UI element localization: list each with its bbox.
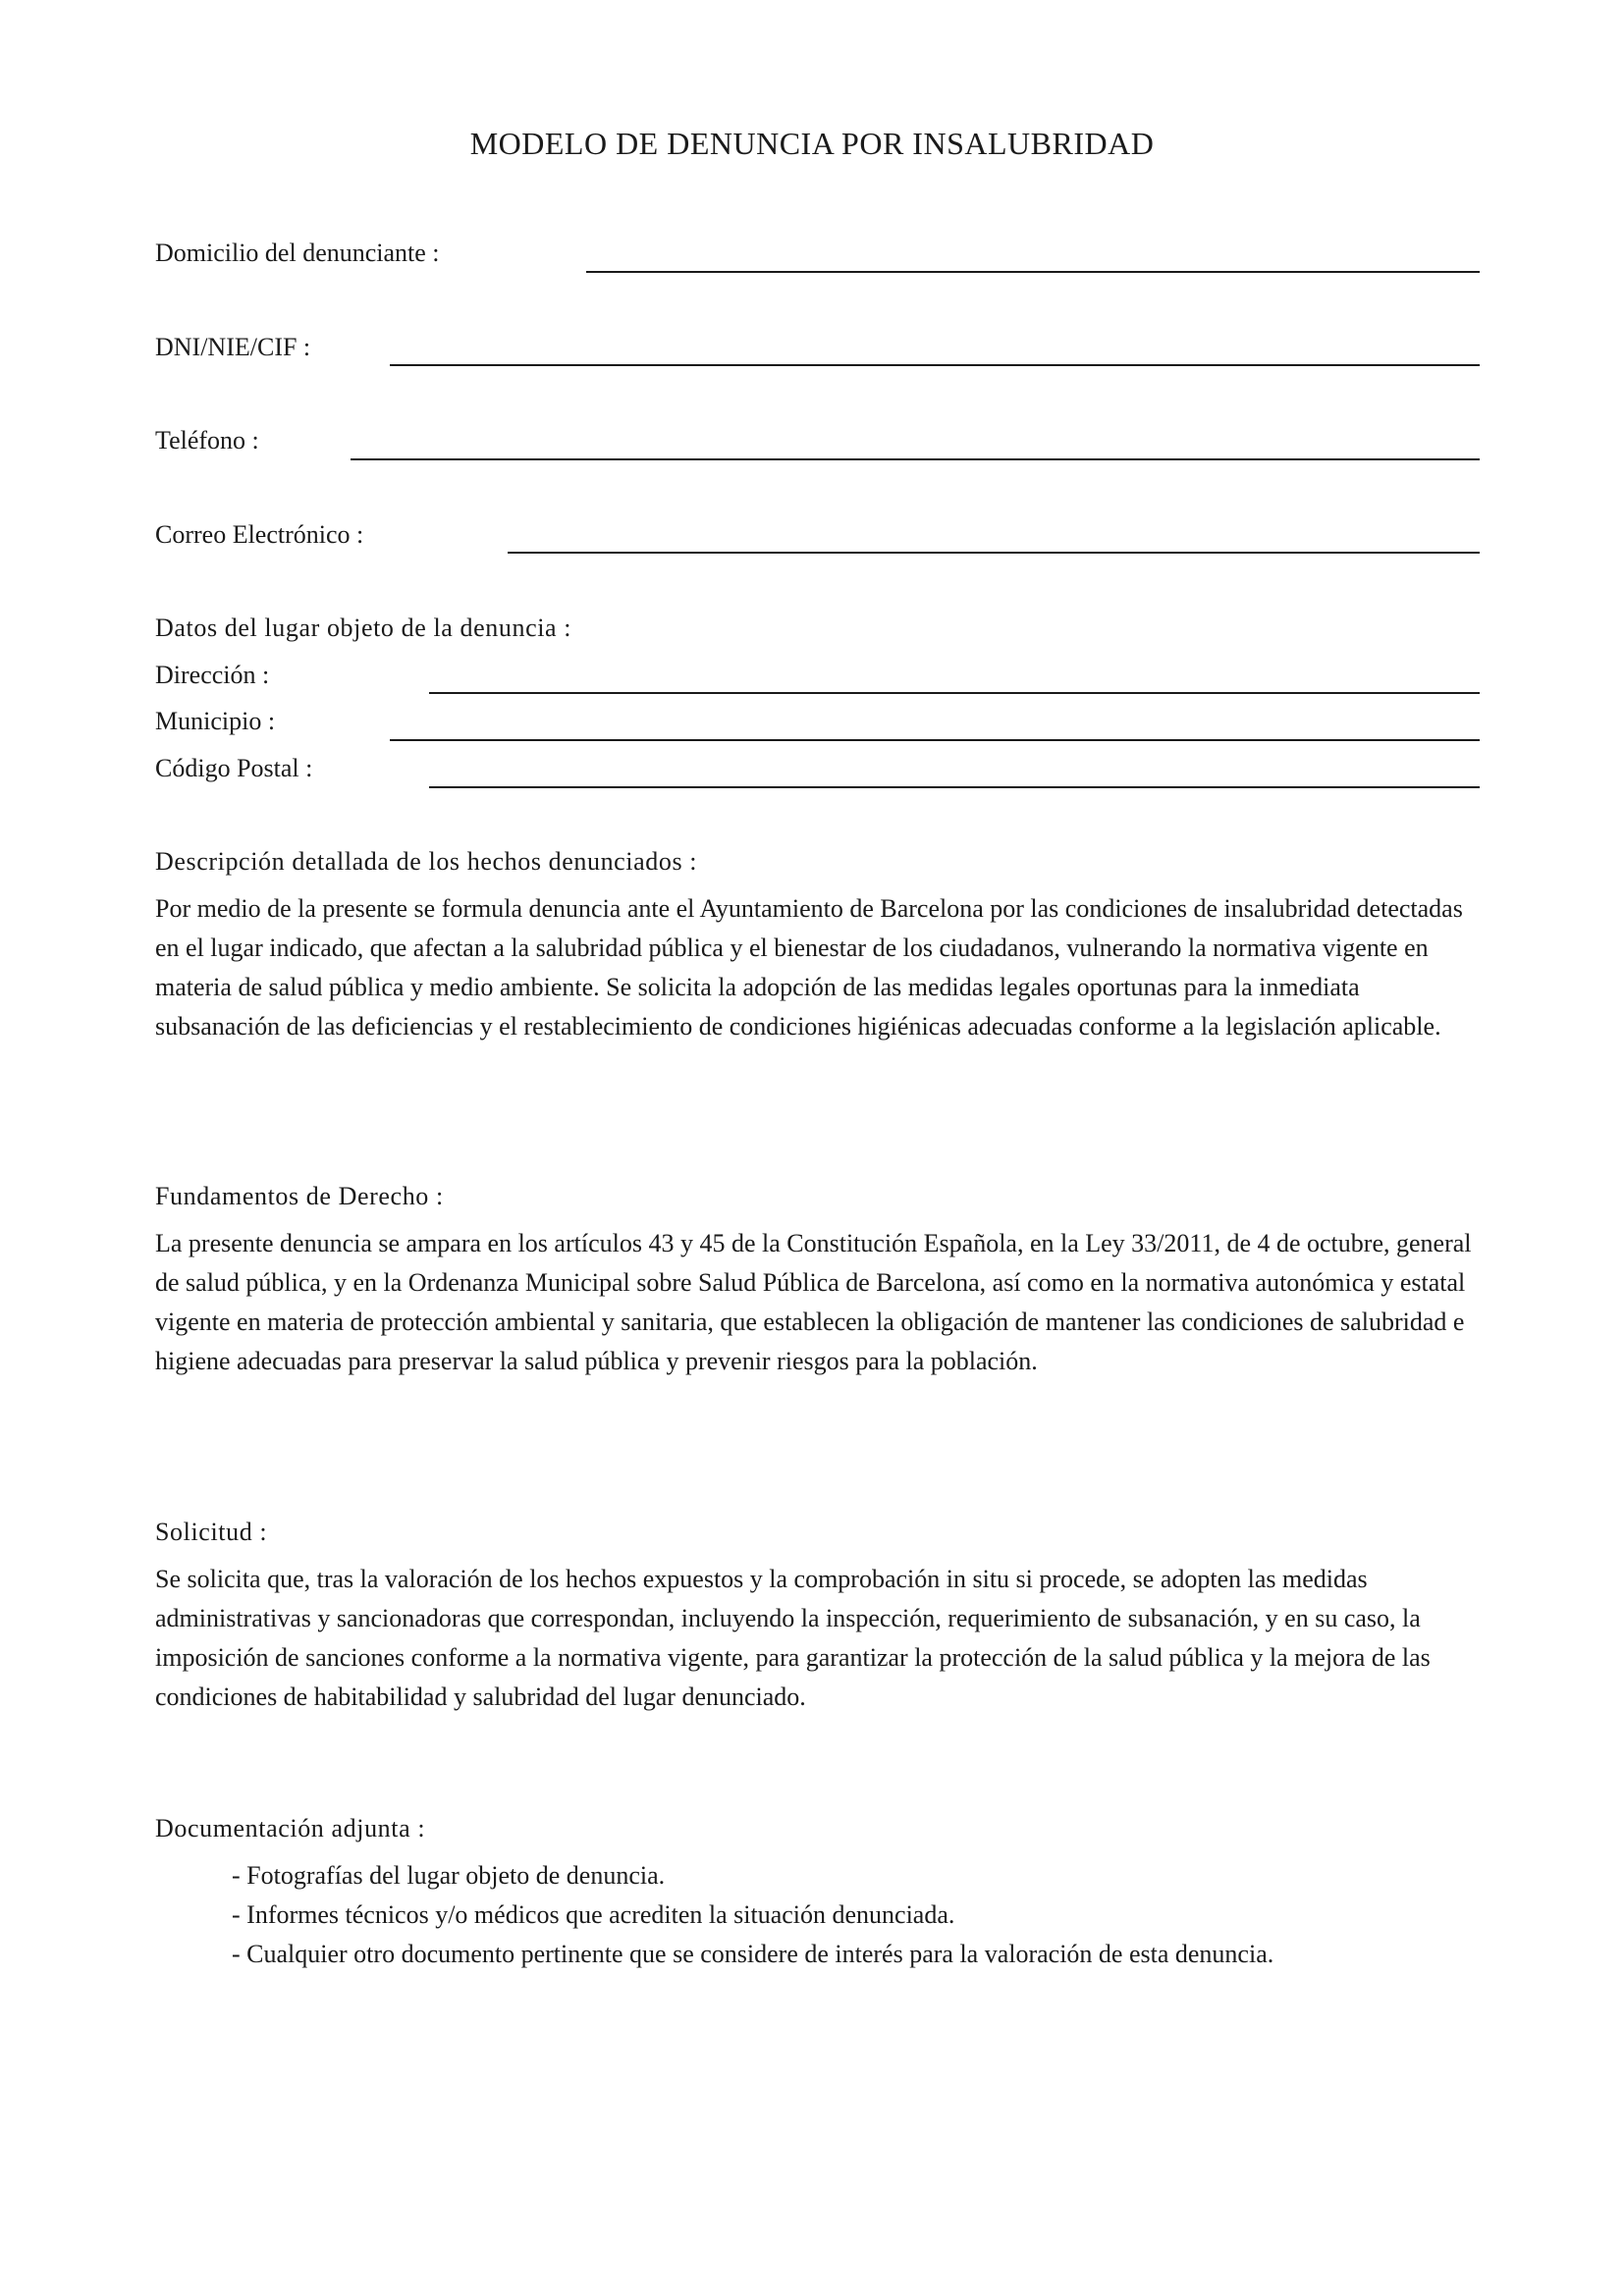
solicitud-heading: Solicitud : — [155, 1518, 268, 1546]
municipio-label: Municipio : — [155, 707, 276, 735]
fundamentos-text: La presente denuncia se ampara en los artículos 43 y 45 de la Constitución Española, en la Ley 33/2011, de 4 de octubre, general de salud pública, y en la Ordenanza Municipal sobre Salud Pública de Barcelona, así como en la normativa autonómica y estatal vigente en materia de protección ambiental y sanitaria, que establecen la obligación de mantener las condiciones de salubridad e higiene adecuadas para preservar la salud pública y prevenir riesgos para la población. — [155, 1229, 1472, 1375]
list-item: - Cualquier otro documento pertinente que se considere de interés para la valoración de esta denuncia. — [232, 1940, 1274, 1968]
dni-label: DNI/NIE/CIF : — [155, 333, 311, 361]
direccion-field[interactable] — [429, 692, 1480, 694]
list-item: - Fotografías del lugar objeto de denuncia. — [232, 1861, 666, 1890]
dni-field[interactable] — [390, 364, 1480, 366]
domicilio-field[interactable] — [586, 271, 1480, 273]
list-item: - Informes técnicos y/o médicos que acrediten la situación denunciada. — [232, 1900, 955, 1929]
solicitud-text: Se solicita que, tras la valoración de los hechos expuestos y la comprobación in situ si procede, se adopten las medidas administrativas y sancionadoras que correspondan, incluyendo la inspección, requerimiento de subsanación, y en su caso, la imposición de sanciones conforme a la normativa vigente, para garantizar la protección de la salud pública y la mejora de las condiciones de habitabilidad y salubridad del lugar denunciado. — [155, 1565, 1431, 1711]
descripcion-heading: Descripción detallada de los hechos denunciados : — [155, 847, 698, 876]
codigo-postal-field[interactable] — [429, 786, 1480, 788]
municipio-field[interactable] — [390, 739, 1480, 741]
telefono-field[interactable] — [351, 458, 1480, 460]
fundamentos-heading: Fundamentos de Derecho : — [155, 1182, 444, 1210]
documentacion-heading: Documentación adjunta : — [155, 1814, 426, 1842]
attachments-list — [232, 1856, 1273, 1974]
descripcion-text: Por medio de la presente se formula denuncia ante el Ayuntamiento de Barcelona por las condiciones de insalubridad detectadas en el lugar indicado, que afectan a la salubridad pública y el bienestar de los ciudadanos, vulnerando la normativa vigente en materia de salud pública y medio ambiente. Se solicita la adopción de las medidas legales oportunas para la inmediata subsanación de las deficiencias y el restablecimiento de condiciones higiénicas adecuadas conforme a la legislación aplicable. — [155, 894, 1463, 1041]
direccion-label: Dirección : — [155, 661, 270, 689]
domicilio-label: Domicilio del denunciante : — [155, 239, 440, 267]
correo-label: Correo Electrónico : — [155, 520, 364, 549]
lugar-heading: Datos del lugar objeto de la denuncia : — [155, 614, 572, 642]
document-title: MODELO DE DENUNCIA POR INSALUBRIDAD — [469, 126, 1155, 161]
codigo-postal-label: Código Postal : — [155, 754, 313, 782]
telefono-label: Teléfono : — [155, 426, 259, 454]
correo-field[interactable] — [508, 552, 1480, 554]
